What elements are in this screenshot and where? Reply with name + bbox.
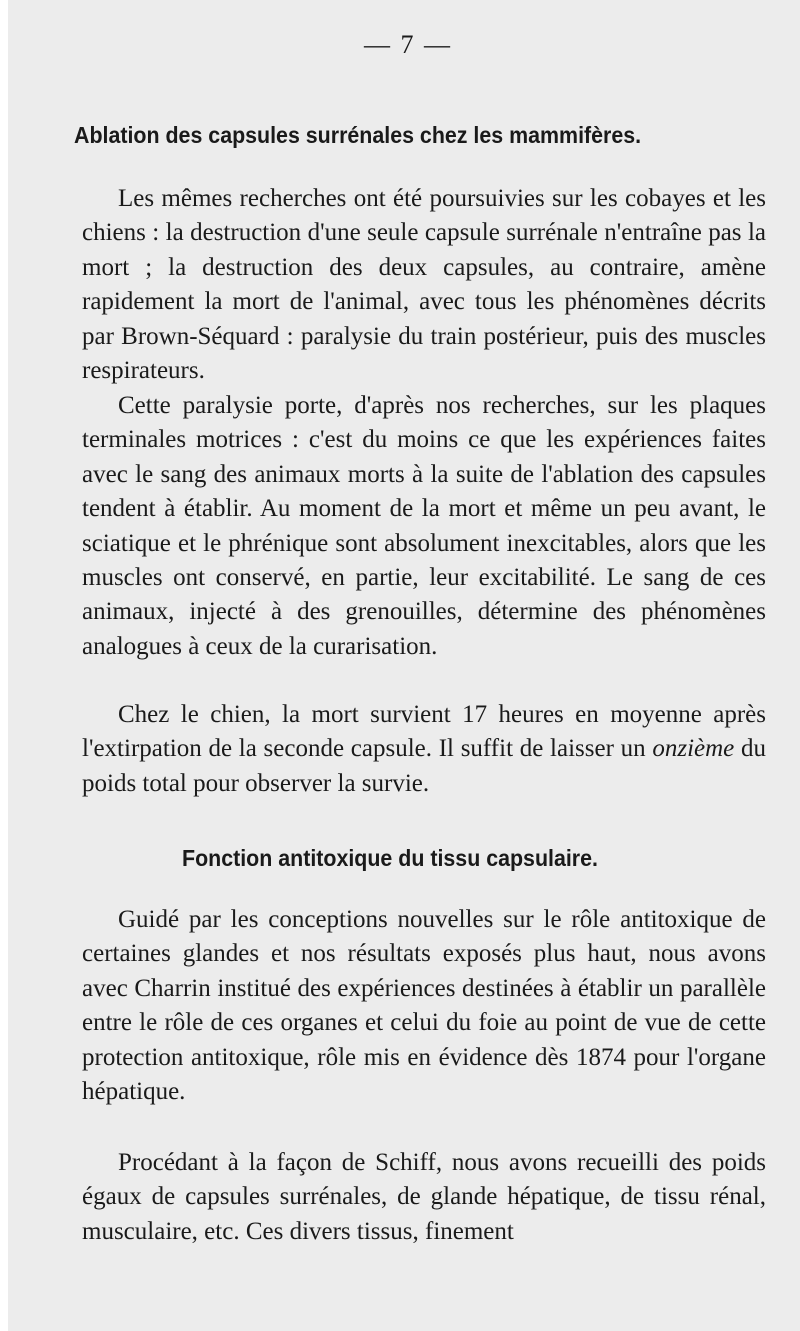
paragraph-text: Guidé par les conceptions nouvelles sur le rôle antitoxique de certaines glandes et nos résultats exposés plus haut, nous avons avec Charrin institué des expériences destinées à établir un parallèle entre le rôle de ces organes et celui du foie au point de vue de cette protection antitoxique, rôle mis en évidence dès 1874 pour l'organe hépatique. (82, 906, 766, 1106)
section-title-ablation: Ablation des capsules surrénales chez les mammifères. (74, 122, 642, 148)
page-number: — 7 — (364, 30, 452, 59)
paragraph (82, 698, 766, 801)
paragraph-text: Chez le chien, la mort survient 17 heures en moyenne après l'extirpation de la seconde capsule. Il suffit de laisser un (82, 701, 766, 763)
emphasis-text: onzième (652, 735, 735, 763)
paragraph-text: Cette paralysie porte, d'après nos recherches, sur les plaques terminales motrices : c'est du moins ce que les expériences faites avec le sang des animaux morts à la suite de l'ablation des capsules tendent à établir. Au moment de la mort et même un peu avant, le sciatique et le phrénique sont absolument inexcitables, alors que les muscles ont conservé, en partie, leur excitabilité. Le sang de ces animaux, injecté à des grenouilles, détermine des phénomènes analogues à ceux de la curarisation. (82, 392, 766, 660)
section-title-fonction-antitoxique: Fonction antitoxique du tissu capsulaire. (182, 845, 598, 871)
paragraph-text: Les mêmes recherches ont été poursuivies sur les cobayes et les chiens : la destruction d'une seule capsule surrénale n'entraîne pas la mort ; la destruction des deux capsules, au contraire, amène rapidement la mort de l'animal, avec tous les phénomènes décrits par Brown-Séquard : paralysie du train postérieur, puis des muscles respirateurs. (82, 185, 766, 385)
paragraph-text: Procédant à la façon de Schiff, nous avons recueilli des poids égaux de capsules surrénales, de glande hépatique, de tissu rénal, musculaire, etc. Ces divers tissus, finement (82, 1149, 766, 1245)
paragraph-text: du poids total pour observer la survie. (82, 735, 766, 797)
paragraph (82, 903, 766, 1109)
paragraph (82, 1146, 766, 1249)
paragraph (82, 389, 766, 664)
paragraph (82, 182, 766, 388)
